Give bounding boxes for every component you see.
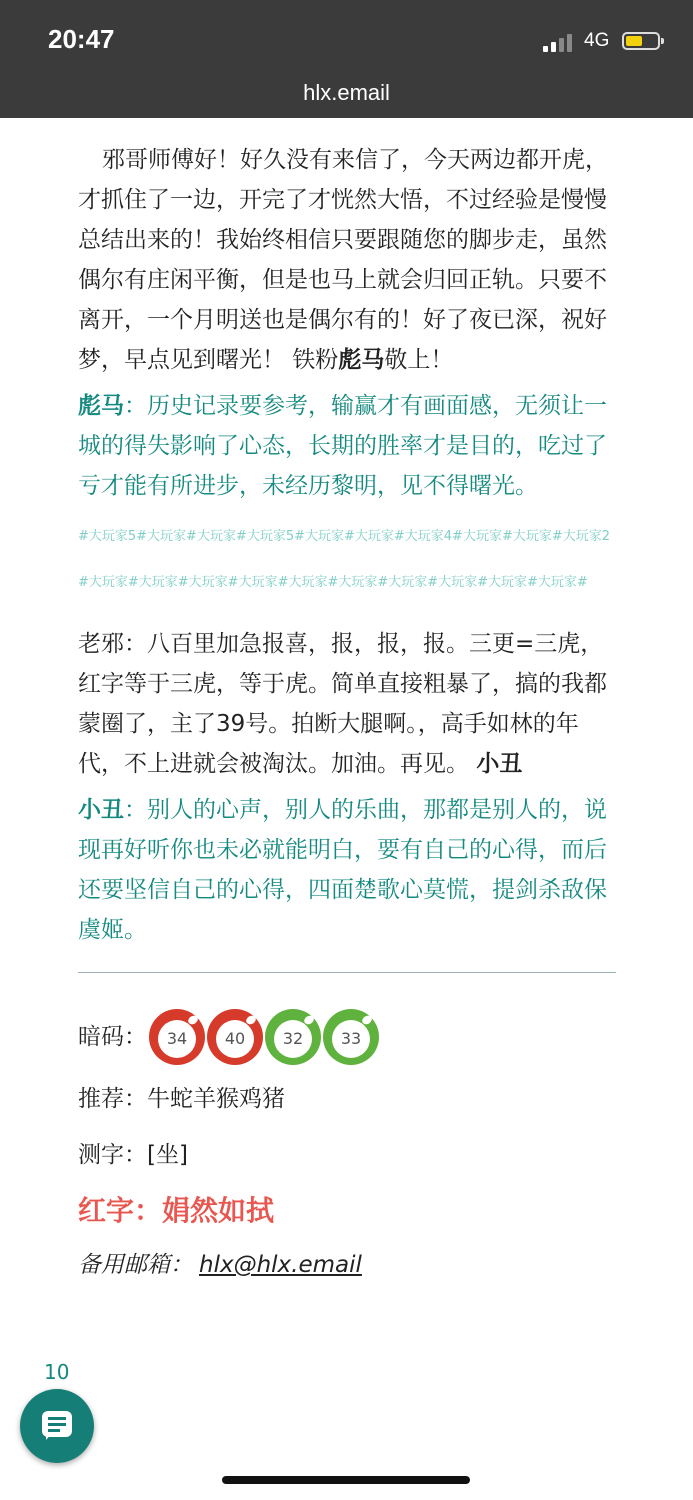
chat-button[interactable] [20,1389,94,1463]
reply-1-text: ：历史记录要参考，输赢才有画面感，无须让一城的得失影响了心态，长期的胜率才是目的，吃过了亏才能有所进步，未经历黎明，见不得曙光。 [78,393,607,499]
test-word-value: [坐] [147,1142,188,1168]
letter-1-body: 邪哥师傅好！好久没有来信了，今天两边都开虎，才抓住了一边，开完了才恍然大悟，不过经验是慢慢总结出来的！我始终相信只要跟随您的脚步走，虽然偶尔有庄闲平衡，但是也马上就会归回正轨。只要不离开，一个月明送也是偶尔有的！好了夜已深，祝好梦，早点见到曙光！ 铁粉 [78,147,608,373]
recommend-row [78,1079,618,1119]
code-ball: 32 [265,1009,321,1065]
home-indicator[interactable] [222,1476,470,1484]
reply-2-text: ：别人的心声，别人的乐曲，那都是别人的，说现再好听你也未必就能明白，要有自己的心得，而后还要坚信自己的心得，四面楚歌心莫慌，提剑杀敌保虞姬。 [78,797,607,943]
letter-1-closing: 敬上！ [384,347,454,373]
code-balls [149,1009,379,1065]
red-word-value: 娟然如拭 [162,1194,275,1227]
code-ball: 33 [323,1009,379,1065]
red-word-row [78,1191,618,1231]
backup-mail-row [78,1245,618,1285]
signal-icon [543,32,575,52]
comment-count: 10 [44,1360,70,1384]
letter-1-signature: 彪马 [338,347,385,373]
battery-icon [622,32,660,50]
red-word-label: 红字： [78,1194,163,1227]
letter-1 [78,140,618,380]
reply-1-name: 彪马 [78,393,124,419]
letter-2-signature: 小丑 [476,751,523,777]
address-bar[interactable]: hlx.email [303,80,390,105]
status-time: 20:47 [48,24,115,54]
code-ball: 40 [207,1009,263,1065]
code-row [78,1009,618,1065]
browser-top-bar [0,0,693,118]
hashtag-line: #大玩家5#大玩家#大玩家#大玩家5#大玩家#大玩家#大玩家4#大玩家#大玩家#大玩家2#大玩家#大玩家#大玩家#大玩家#大玩家#大玩家#大玩家#大玩家#大玩家#大玩家# [78,529,611,590]
letter-2 [78,624,618,784]
divider [78,972,616,973]
backup-mail-link[interactable]: hlx@hlx.email [199,1252,362,1278]
test-word-label: 测字： [78,1142,147,1168]
article-content [78,140,618,1285]
recommend-label: 推荐： [78,1086,147,1112]
letter-2-body: 老邪：八百里加急报喜，报，报，报。三更=三虎，红字等于三虎，等于虎。简单直接粗暴了，搞的我都蒙圈了，主了39号。拍断大腿啊。，高手如林的年代，不上进就会被淘汰。加油。再见。 [78,631,607,777]
reply-1 [78,386,618,506]
network-type: 4G [584,30,610,51]
code-ball: 34 [149,1009,205,1065]
reply-2 [78,790,618,950]
recommend-value: 牛蛇羊猴鸡猪 [147,1086,285,1112]
test-word-row [78,1135,618,1175]
reply-2-name: 小丑 [78,797,124,823]
backup-mail-label: 备用邮箱： [78,1252,193,1278]
code-label: 暗码： [78,1024,147,1050]
